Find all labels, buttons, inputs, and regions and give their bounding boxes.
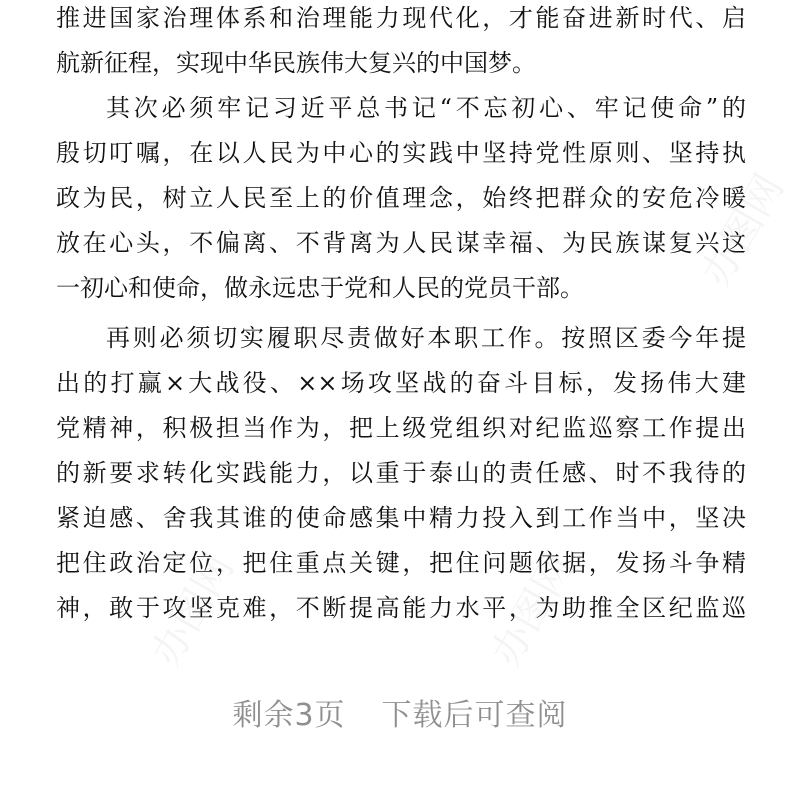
remaining-pages-banner[interactable] [0, 690, 800, 734]
paragraph-line: 神，敢于攻坚克难，不断提高能力水平，为助推全区纪监巡 [56, 594, 746, 622]
paragraph-line: 党精神，积极担当作为，把上级党组织对纪监巡察工作提出 [56, 414, 746, 442]
paragraph-line: 一初心和使命，做永远忠于党和人民的党员干部。 [56, 274, 584, 302]
download-hint-label: 下载后可查阅 [381, 698, 568, 733]
paragraph-line: 再则必须切实履职尽责做好本职工作。按照区委今年提 [106, 324, 746, 352]
watermark: 办图网 [693, 166, 793, 294]
paragraph-line: 的新要求转化实践能力，以重于泰山的责任感、时不我待的 [56, 459, 746, 487]
paragraph-line: 航新征程，实现中华民族伟大复兴的中国梦。 [56, 49, 536, 77]
paragraph-line: 紧迫感、舍我其谁的使命感集中精力投入到工作当中，坚决 [56, 504, 746, 532]
paragraph-line: 放在心头，不偏离、不背离为人民谋幸福、为民族谋复兴这 [56, 229, 746, 257]
watermark: 办图网 [143, 546, 243, 674]
paragraph-line: 政为民，树立人民至上的价值理念，始终把群众的安危冷暖 [56, 184, 746, 212]
watermark: 办图网 [483, 546, 583, 674]
paragraph-line: 出的打赢×大战役、××场攻坚战的奋斗目标，发扬伟大建 [56, 369, 746, 397]
paragraph-line: 殷切叮嘱，在以人民为中心的实践中坚持党性原则、坚持执 [56, 139, 746, 167]
paragraph-line: 把住政治定位，把住重点关键，把住问题依据，发扬斗争精 [56, 549, 746, 577]
paragraph-line: 其次必须牢记习近平总书记“不忘初心、牢记使命”的 [106, 94, 746, 122]
remaining-pages-label: 剩余3页 [232, 698, 346, 733]
paragraph-line: 推进国家治理体系和治理能力现代化，才能奋进新时代、启 [56, 4, 746, 32]
